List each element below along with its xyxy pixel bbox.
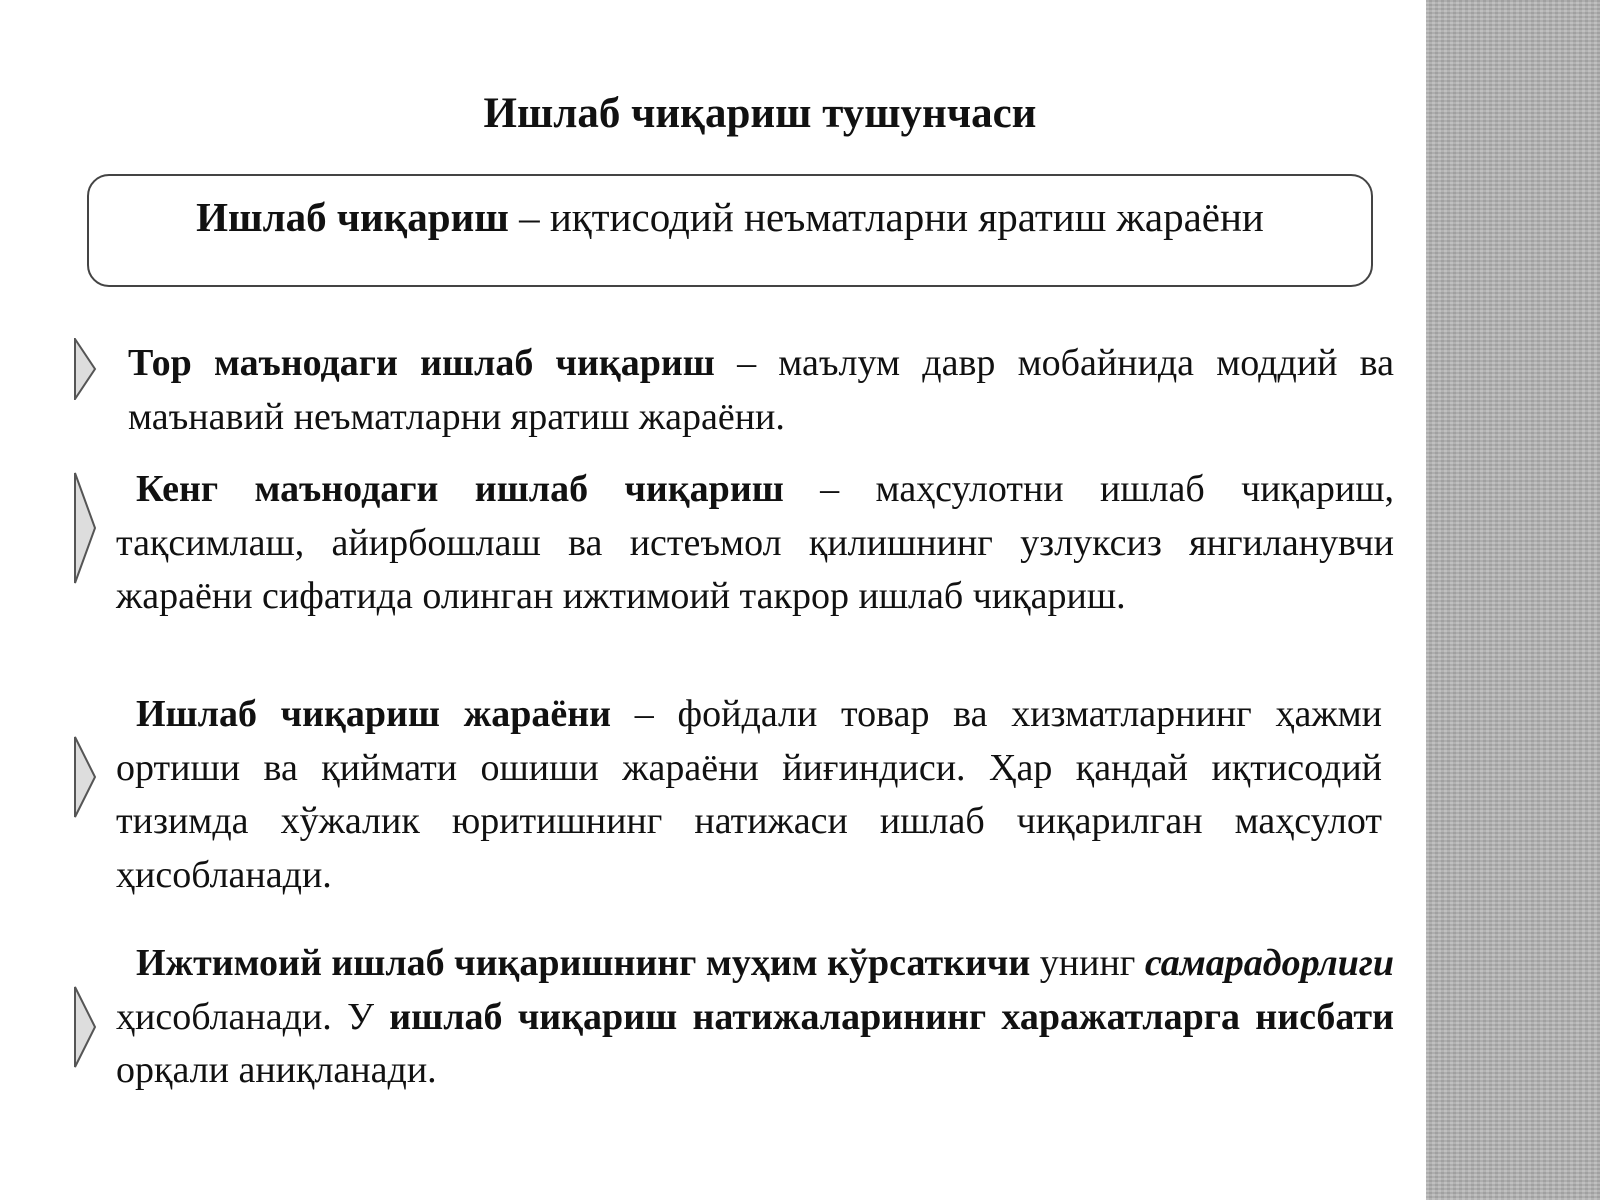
item-text: – фойдали товар ва хизматларнинг ҳажми ортиши ва қиймати ошиши жараёни йиғиндиси. Ҳар қандай иқтисодий тизимда хўжалик юритишнинг натижаси ишлаб чиқарилган маҳсулот ҳисобланади. xyxy=(116,693,1382,896)
chevron-right-icon xyxy=(72,472,98,584)
definition-term: Ишлаб чиқариш xyxy=(196,194,509,240)
list-item xyxy=(116,463,1394,624)
side-decoration-strip xyxy=(1426,0,1600,1200)
definition-rest: – иқтисодий неъматларни яратиш жараёни xyxy=(508,194,1264,240)
chevron-right-icon xyxy=(72,338,98,400)
list-item xyxy=(116,688,1382,902)
item-term: Ишлаб чиқариш жараёни xyxy=(136,693,612,735)
definition-text xyxy=(89,192,1371,242)
item-text: унинг xyxy=(1030,942,1145,984)
item-term: Ижтимоий ишлаб чиқаришнинг муҳим кўрсаткичи xyxy=(136,942,1031,984)
item-text: ҳисобланади. У xyxy=(116,995,390,1038)
item-term: Тор маънодаги ишлаб чиқариш xyxy=(128,342,715,384)
item-text: – маҳсулотни ишлаб чиқариш, тақсимлаш, айирбошлаш ва истеъмол қилишнинг узлуксиз янгиланувчи жараёни сифатида олинган ижтимоий такрор ишлаб чиқариш. xyxy=(116,468,1394,617)
definition-box xyxy=(87,174,1373,287)
chevron-right-icon xyxy=(72,736,98,818)
item-emphasis: самарадорлиги xyxy=(1144,942,1394,984)
list-item xyxy=(116,937,1394,1098)
page-title: Ишлаб чиқариш тушунчаси xyxy=(483,90,1037,137)
item-term: Кенг маънодаги ишлаб чиқариш xyxy=(136,468,784,510)
item-term-secondary: ишлаб чиқариш натижаларининг харажатларга нисбати xyxy=(389,995,1394,1038)
chevron-right-icon xyxy=(72,986,98,1068)
item-text: – маълум давр мобайнида моддий ва маънавий неъматларни яратиш жараёни. xyxy=(128,342,1394,438)
list-item xyxy=(128,337,1394,444)
item-text: орқали аниқланади. xyxy=(116,1049,437,1091)
